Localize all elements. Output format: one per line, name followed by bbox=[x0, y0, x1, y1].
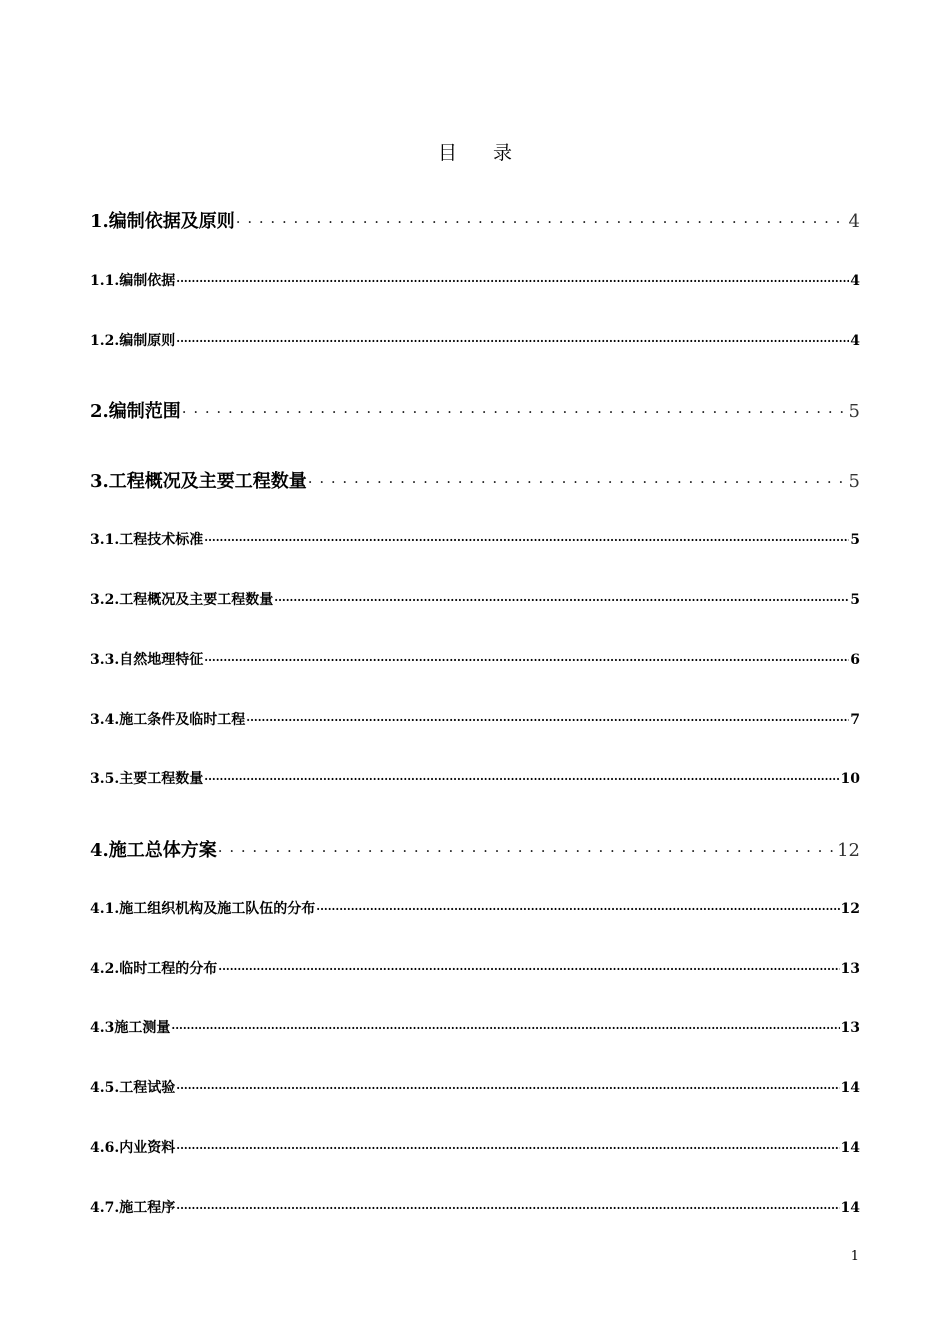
toc-entry-page: 6 bbox=[850, 652, 860, 668]
toc-entry-label: 1.1.编制依据 bbox=[90, 273, 176, 289]
toc-entry-page: 12 bbox=[840, 901, 860, 917]
toc-leader-dots bbox=[316, 899, 839, 913]
toc-leader-dots bbox=[176, 331, 849, 345]
toc-title-char-1: 目 bbox=[437, 142, 457, 164]
toc-leader-dots bbox=[218, 836, 836, 856]
toc-leader-dots bbox=[176, 1138, 839, 1152]
toc-entry[interactable] bbox=[90, 958, 860, 978]
toc-leader-dots bbox=[218, 959, 839, 973]
toc-entry-label: 3.1.工程技术标准 bbox=[90, 532, 204, 548]
toc-title bbox=[0, 138, 950, 165]
toc-entry-label: 4.1.施工组织机构及施工队伍的分布 bbox=[90, 901, 316, 917]
toc-entry-label: 4.6.内业资料 bbox=[90, 1140, 176, 1156]
toc-entry[interactable] bbox=[90, 709, 860, 729]
toc-entry-page: 4 bbox=[850, 273, 860, 289]
toc-entry-label: 3.4.施工条件及临时工程 bbox=[90, 712, 246, 728]
toc-entry-page: 5 bbox=[850, 592, 860, 608]
toc-leader-dots bbox=[182, 397, 848, 417]
toc-entry[interactable] bbox=[90, 649, 860, 669]
toc-entry-label: 4.2.临时工程的分布 bbox=[90, 961, 218, 977]
toc-entry-label: 2.编制范围 bbox=[90, 401, 181, 422]
page-number: 1 bbox=[850, 1249, 859, 1264]
toc-entry-page: 5 bbox=[848, 401, 860, 422]
toc-entry[interactable] bbox=[90, 1077, 860, 1097]
toc-leader-dots bbox=[204, 530, 849, 544]
toc-entry-label: 4.施工总体方案 bbox=[90, 840, 217, 861]
toc-leader-dots bbox=[274, 590, 849, 604]
toc-entry-page: 7 bbox=[850, 712, 860, 728]
toc-entry[interactable] bbox=[90, 1017, 860, 1037]
toc-entry[interactable] bbox=[90, 467, 860, 493]
toc-entry[interactable] bbox=[90, 1197, 860, 1217]
toc-entry[interactable] bbox=[90, 207, 860, 233]
toc-leader-dots bbox=[236, 207, 848, 227]
toc-entry-label: 4.5.工程试验 bbox=[90, 1080, 176, 1096]
toc-entry-page: 13 bbox=[840, 1020, 860, 1036]
toc-entry-page: 12 bbox=[837, 840, 860, 861]
toc-entry-page: 10 bbox=[840, 771, 860, 787]
toc-entry[interactable] bbox=[90, 898, 860, 918]
toc-leader-dots bbox=[176, 271, 849, 285]
toc-entry[interactable] bbox=[90, 1137, 860, 1157]
toc-entry-page: 4 bbox=[850, 333, 860, 349]
toc-entry[interactable] bbox=[90, 589, 860, 609]
toc-entry-page: 13 bbox=[840, 961, 860, 977]
toc-entry-label: 1.编制依据及原则 bbox=[90, 211, 235, 232]
toc-entry[interactable] bbox=[90, 397, 860, 423]
toc-leader-dots bbox=[204, 650, 849, 664]
toc-entry-page: 14 bbox=[840, 1140, 860, 1156]
toc-entry-page: 14 bbox=[840, 1200, 860, 1216]
toc-entry[interactable] bbox=[90, 270, 860, 290]
toc-entry-label: 3.工程概况及主要工程数量 bbox=[90, 471, 307, 492]
toc-entry[interactable] bbox=[90, 836, 860, 862]
toc-leader-dots bbox=[308, 467, 848, 487]
toc-entry-label: 4.7.施工程序 bbox=[90, 1200, 176, 1216]
toc-entry[interactable] bbox=[90, 529, 860, 549]
toc-title-char-2: 录 bbox=[493, 142, 513, 164]
toc-leader-dots bbox=[204, 769, 839, 783]
toc-entry-label: 4.3施工测量 bbox=[90, 1020, 171, 1036]
toc-leader-dots bbox=[246, 710, 849, 724]
toc-entry-page: 4 bbox=[848, 211, 860, 232]
toc-entry[interactable] bbox=[90, 330, 860, 350]
toc-entry-label: 3.3.自然地理特征 bbox=[90, 652, 204, 668]
toc-leader-dots bbox=[176, 1078, 839, 1092]
toc-entry-page: 5 bbox=[850, 532, 860, 548]
toc-leader-dots bbox=[176, 1198, 839, 1212]
toc-entry-page: 5 bbox=[848, 471, 860, 492]
toc-entry-label: 1.2.编制原则 bbox=[90, 333, 176, 349]
toc-entry-label: 3.2.工程概况及主要工程数量 bbox=[90, 592, 274, 608]
toc-entry[interactable] bbox=[90, 768, 860, 788]
toc-entry-page: 14 bbox=[840, 1080, 860, 1096]
toc-leader-dots bbox=[171, 1018, 839, 1032]
toc-entry-label: 3.5.主要工程数量 bbox=[90, 771, 204, 787]
